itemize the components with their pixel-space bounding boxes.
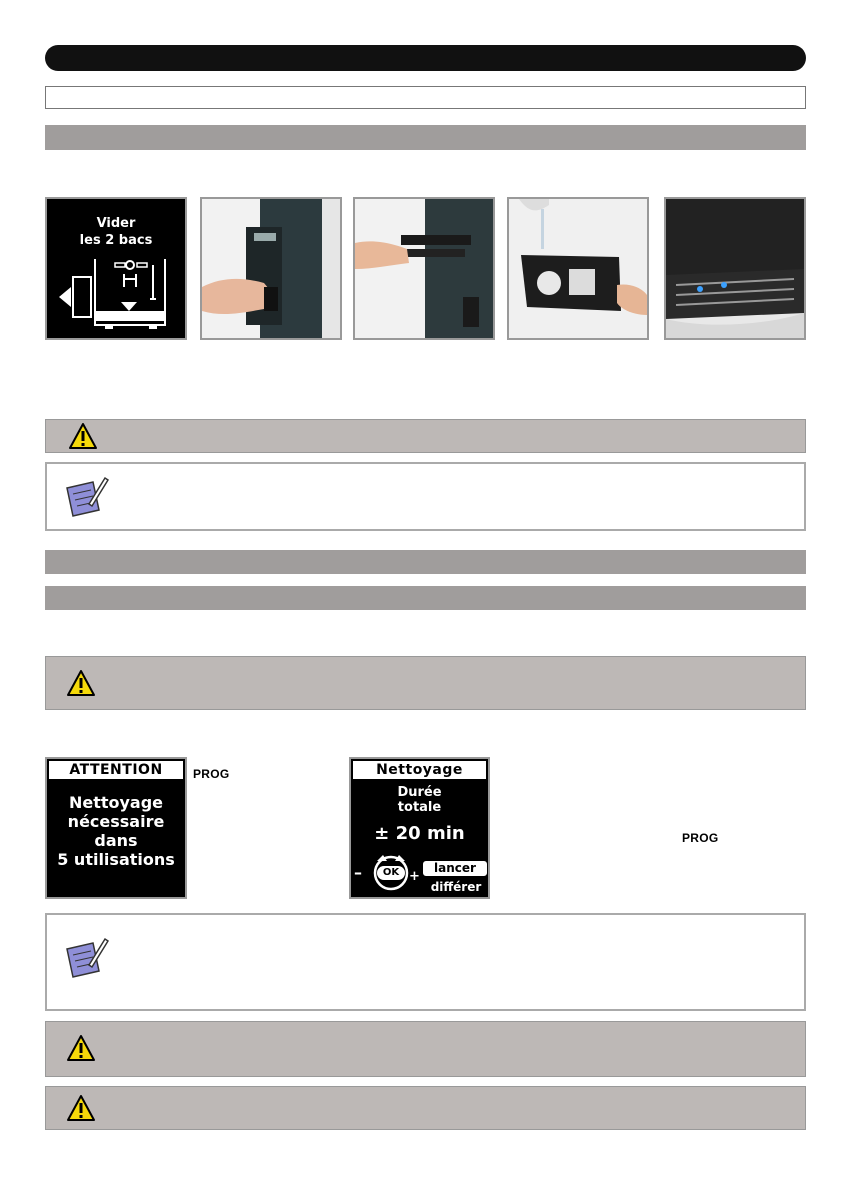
screen-attention-line: Nettoyage: [68, 793, 164, 812]
warning-panel-3: [45, 1021, 806, 1077]
warning-icon: [66, 669, 96, 697]
screen-attention-line: dans: [94, 831, 138, 850]
prog-key-label: PROG: [193, 767, 230, 781]
warning-panel-4: [45, 1086, 806, 1130]
screen-cleaning: [349, 757, 490, 899]
section-band-3: [45, 586, 806, 610]
launch-option: lancer: [423, 861, 487, 876]
warning-panel-2: [45, 656, 806, 710]
note-pencil-icon: [63, 935, 109, 979]
photo-pull-drawer: [353, 197, 495, 340]
ok-button-label: OK: [382, 867, 400, 878]
warning-panel-1: [45, 419, 806, 453]
header-pill-bar: [45, 45, 806, 71]
warning-icon: [66, 1094, 96, 1122]
section-band-1: [45, 125, 806, 150]
note-box-1: [45, 462, 806, 531]
warning-icon: [66, 1034, 96, 1062]
screen-attention-line: nécessaire: [67, 812, 165, 831]
plus-label: +: [409, 869, 420, 884]
photo-drip-tray: [664, 197, 806, 340]
subheader-outline-bar: [45, 86, 806, 109]
screen-attention: [45, 757, 187, 899]
machine-tray-icon: [47, 199, 185, 338]
photo-rinse-grid: [507, 197, 649, 340]
photo-remove-tray: [200, 197, 342, 340]
screen-cleaning-duration: ± 20 min: [374, 823, 465, 844]
screen-empty-trays: [45, 197, 187, 340]
warning-icon: [68, 422, 98, 450]
left-arrow-icon: [59, 287, 71, 307]
screen-attention-line: 5 utilisations: [57, 850, 175, 869]
screen-attention-header: ATTENTION: [49, 761, 183, 779]
screen-empty-line2: les 2 bacs: [79, 233, 153, 248]
note-pencil-icon: [63, 474, 109, 518]
prog-key-label: PROG: [682, 831, 719, 845]
screen-cleaning-header: Nettoyage: [353, 761, 486, 779]
minus-label: –: [354, 863, 362, 882]
note-box-2: [45, 913, 806, 1011]
screen-cleaning-line2: totale: [397, 800, 442, 815]
screen-empty-line1: Vider: [96, 216, 136, 231]
defer-option: différer: [430, 880, 482, 894]
section-band-2: [45, 550, 806, 574]
screen-cleaning-line1: Durée: [397, 785, 442, 800]
